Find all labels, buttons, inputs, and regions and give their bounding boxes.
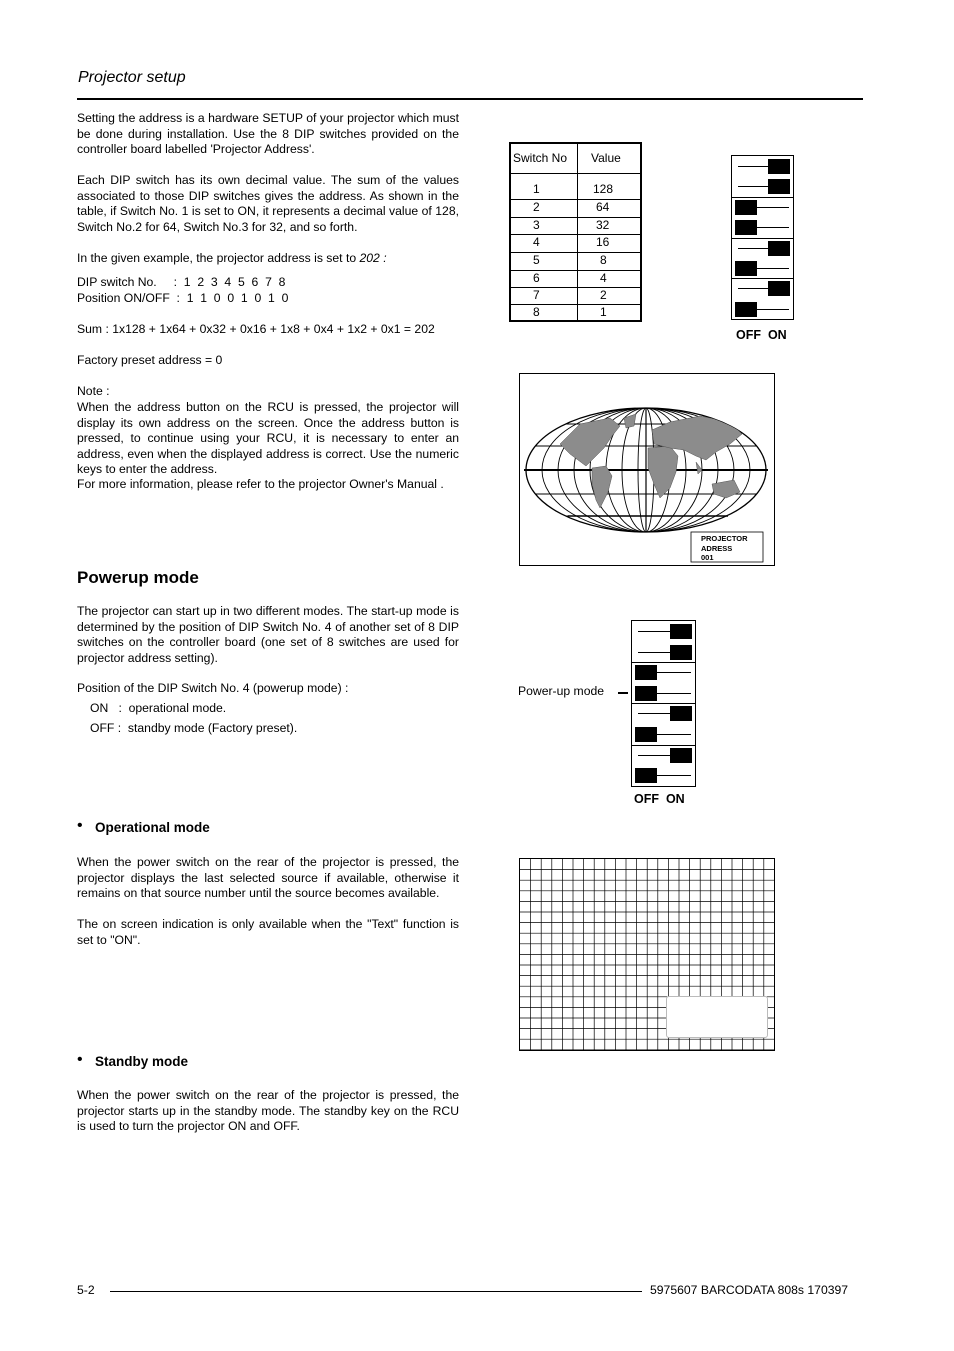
operational-paragraph-2: The on screen indication is only available when the "Text" function is set to "ON".	[77, 917, 459, 947]
dip-switch-knob	[735, 220, 757, 235]
table-cell-value: 16	[596, 235, 610, 249]
table-cell-value: 2	[600, 288, 607, 302]
dip-switch-block-address	[731, 155, 794, 320]
dip-switch-4	[632, 683, 695, 704]
dip-switch-8	[732, 299, 793, 319]
address-display-figure	[519, 373, 775, 566]
dip-switch-6	[632, 724, 695, 745]
dip-switch-number-line: DIP switch No. : 1 2 3 4 5 6 7 8	[77, 275, 286, 289]
table-header-value: Value	[591, 151, 621, 165]
operational-paragraph-1: When the power switch on the rear of the projector is pressed, the projector displays the last selected source if available, otherwise it remains on that source number until the source becomes available.	[77, 855, 459, 900]
intro-paragraph-1: Setting the address is a hardware SETUP of your projector which must be done during installation. Use the 8 DIP switches provided on the controller board labelled 'Projector Address'.	[77, 111, 459, 156]
dip-switch-knob	[670, 706, 692, 721]
dip-switch-2	[632, 642, 695, 663]
dip-off-on-label: OFF ON	[634, 792, 685, 806]
dip-switch-7	[732, 278, 793, 298]
dip-switch-block-powerup	[631, 620, 696, 787]
footer-page-number: 5-2	[77, 1283, 95, 1297]
note-text: When the address button on the RCU is pressed, the projector will display its own address on the screen. Once the address button is pressed, to continue using your RCU, it is necessary to enter an address, even when the displayed address is correct. Use the numeric keys to enter the address.	[77, 400, 459, 476]
dip-switch-knob	[670, 748, 692, 763]
page-header-title: Projector setup	[78, 69, 186, 86]
dip-switch-knob	[768, 159, 790, 174]
more-info-line: For more information, please refer to the projector Owner's Manual .	[77, 477, 444, 491]
bullet-icon: •	[77, 1051, 83, 1068]
dip-switch-knob	[635, 768, 657, 783]
header-rule	[77, 98, 863, 100]
dip-switch-knob	[768, 241, 790, 256]
sum-line: Sum : 1x128 + 1x64 + 0x32 + 0x16 + 1x8 + 0x4 + 1x2 + 0x1 = 202	[77, 322, 435, 336]
dip-switch-knob	[735, 302, 757, 317]
table-cell-no: 7	[533, 288, 540, 302]
powerup-off-line: OFF : standby mode (Factory preset).	[90, 721, 298, 735]
standby-paragraph: When the power switch on the rear of the projector is pressed, the projector starts up in the standby mode. The standby key on the RCU is used to turn the projector ON and OFF.	[77, 1088, 459, 1133]
crosshatch-screen-figure	[519, 858, 775, 1051]
table-cell-no: 3	[533, 218, 540, 232]
powerup-on-line: ON : operational mode.	[90, 701, 227, 715]
dip-switch-1	[632, 621, 695, 642]
factory-preset-line: Factory preset address = 0	[77, 353, 223, 367]
dip-switch-5	[632, 703, 695, 724]
footer-rule	[110, 1291, 642, 1292]
powerup-pointer-label: Power-up mode	[518, 684, 605, 698]
dip-switch-knob	[768, 179, 790, 194]
dip-switch-knob	[635, 665, 657, 680]
example-address: 202 :	[359, 251, 387, 265]
intro-example-line: In the given example, the projector address is set to 202 :	[77, 251, 387, 265]
dip-switch-3	[632, 662, 695, 683]
table-cell-value: 1	[600, 305, 607, 319]
table-cell-no: 2	[533, 200, 540, 214]
table-cell-value: 64	[596, 200, 610, 214]
standby-mode-heading: Standby mode	[95, 1054, 189, 1069]
dip-switch-8	[632, 765, 695, 786]
text-overlay-box	[666, 996, 768, 1038]
table-header-switch: Switch No	[513, 151, 568, 165]
dip-switch-6	[732, 258, 793, 278]
operational-mode-heading: Operational mode	[95, 820, 210, 835]
powerup-pointer-mark	[618, 692, 628, 694]
table-cell-value: 32	[596, 218, 610, 232]
dip-switch-1	[732, 156, 793, 176]
dip-switch-knob	[670, 645, 692, 660]
dip-switch-knob	[670, 624, 692, 639]
dip-switch-4	[732, 217, 793, 237]
dip-switch-7	[632, 745, 695, 766]
dip-off-on-label: OFF ON	[736, 328, 787, 342]
projector-address-label: PROJECTOR ADRESS 001	[701, 534, 748, 562]
note-label: Note :	[77, 384, 110, 398]
table-cell-no: 4	[533, 235, 540, 249]
switch-value-table	[509, 142, 642, 322]
table-cell-value: 4	[600, 271, 607, 285]
bullet-icon: •	[77, 817, 83, 834]
dip-switch-3	[732, 197, 793, 217]
table-cell-no: 6	[533, 271, 540, 285]
powerup-mode-heading: Powerup mode	[77, 568, 199, 587]
dip-switch-knob	[735, 261, 757, 276]
table-cell-no: 8	[533, 305, 540, 319]
dip-position-line: Position ON/OFF : 1 1 0 0 1 0 1 0	[77, 291, 289, 305]
table-cell-no: 1	[533, 182, 540, 196]
footer-document-id: 5975607 BARCODATA 808s 170397	[650, 1283, 849, 1297]
dip-switch-knob	[735, 200, 757, 215]
table-cell-value: 128	[593, 182, 614, 196]
powerup-position-line: Position of the DIP Switch No. 4 (powerup mode) :	[77, 681, 349, 695]
table-cell-no: 5	[533, 253, 540, 267]
dip-switch-knob	[768, 281, 790, 296]
powerup-paragraph: The projector can start up in two different modes. The start-up mode is determined by the position of DIP Switch No. 4 of another set of 8 DIP switches on the controller board (one set of 8 switches are used for projector address setting).	[77, 604, 459, 665]
intro-paragraph-2: Each DIP switch has its own decimal value. The sum of the values associated to those DIP switches gives the address. As shown in the table, if Switch No. 1 is set to ON, it represents a decimal value of 128, Switch No.2 for 64, Switch No.3 for 32, and so forth.	[77, 173, 459, 234]
dip-switch-knob	[635, 686, 657, 701]
dip-switch-knob	[635, 727, 657, 742]
table-cell-value: 8	[600, 253, 607, 267]
dip-switch-5	[732, 238, 793, 258]
dip-switch-2	[732, 176, 793, 196]
